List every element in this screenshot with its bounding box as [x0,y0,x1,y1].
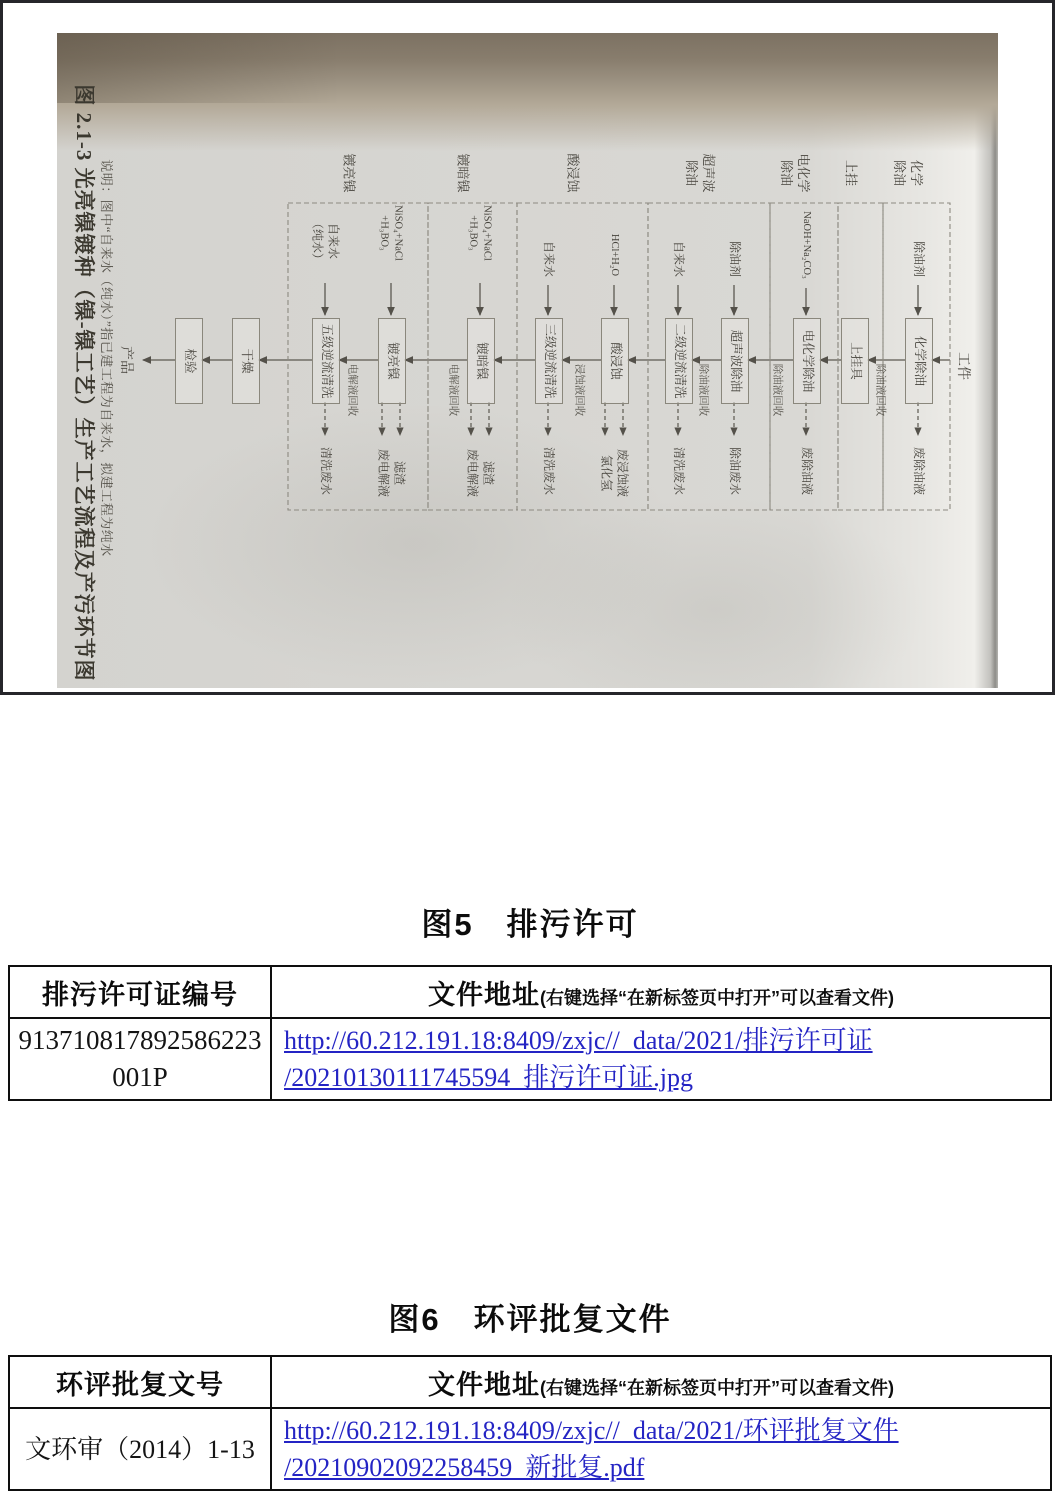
flow-input: 自来水 [541,240,556,278]
eia-doc-no-header: 环评批复文号 [9,1356,271,1408]
flow-output: 废除油液 [799,446,814,496]
permit-no-cell: 913710817892586223 001P [9,1018,271,1100]
group-label: 化学 除油 [892,159,924,187]
eia-approval-table [8,1355,1052,1491]
flow-output: 滤渣 废电解液 [466,448,496,498]
group-label: 上挂 [843,159,859,187]
figure6-heading: 图6 环评批复文件 [388,1302,672,1337]
flow-output: 除油废水 [727,446,742,496]
flow-box-rinse2: 二级逆流清洗 [665,318,693,404]
flow-box-acid-pickle: 酸浸蚀 [601,318,629,404]
flow-input: HCl+H₂O [608,233,620,277]
recycle-label: 电解液回收 [346,363,358,417]
group-label: 电化学 除油 [779,153,811,193]
flow-input: NiSO₄+NaCl +H₃BO₃ [468,205,493,261]
flow-output: 清洗废水 [671,446,686,496]
flow-input: NiSO₄+NaCl +H₃BO₃ [379,205,404,261]
flow-output: 清洗废水 [318,446,333,496]
recycle-label: 浸蚀液回收 [573,363,585,417]
flow-input: 自来水 （纯水） [311,216,341,266]
recycle-label: 除油液回收 [697,363,709,417]
flow-input: 自来水 [671,240,686,278]
recycle-label: 电解液回收 [447,363,459,417]
flow-end-label: 产品 [117,346,133,374]
flow-input: NaOH+Na₂CO₃ [800,211,812,279]
recycle-label: 除油液回收 [771,363,783,417]
permit-file-link[interactable]: http://60.212.191.18:8409/zxjc//_data/2021/排污许可证 /20210130111745594_排污许可证.jpg [284,1026,873,1092]
figure5-heading: 图5 排污许可 [421,907,639,942]
flow-box-dull-nickel: 镀暗镍 [467,318,495,404]
file-address-header: 文件地址(右键选择“在新标签页中打开”可以查看文件) [271,966,1051,1018]
permit-file-cell [271,1018,1051,1100]
figure-caption: 图 2.1-3 光亮镍镀种（镍-镍工艺）生产工艺流程及产污环节图 [72,84,97,682]
flow-input: 除油剂 [727,240,742,278]
flow-input: 除油剂 [911,240,926,278]
process-flow-photo [57,33,998,688]
permit-no-header: 排污许可证编号 [9,966,271,1018]
recycle-label: 除油液回收 [874,363,886,417]
group-label: 镀亮镍 [341,153,357,193]
flow-box-inspect: 检验 [175,318,203,404]
flow-box-electrochem: 电化学除油 [793,318,821,404]
flow-box-racking: 上挂具 [841,318,869,404]
flow-box-dry: 干燥 [232,318,260,404]
flow-box-ultrasonic: 超声波除油 [721,318,749,404]
group-label: 酸浸蚀 [565,153,581,193]
flow-output: 滤渣 废电解液 [377,448,407,498]
permit-table [8,965,1052,1101]
flow-output: 清洗废水 [541,446,556,496]
flow-box-rinse5: 五级逆流清洗 [312,318,340,404]
eia-doc-no-cell: 文环审（2014）1-13 [9,1408,271,1490]
group-label: 超声波 除油 [684,153,716,193]
flow-box-chem-degrease: 化学除油 [905,318,933,404]
flow-box-rinse3: 三级逆流清洗 [535,318,563,404]
flow-start-label: 工件 [954,352,970,380]
eia-file-link[interactable]: http://60.212.191.18:8409/zxjc//_data/2021/环评批复文件 /20210902092258459_新批复.pdf [284,1416,899,1482]
group-label: 镀暗镍 [455,153,471,193]
flow-output: 废除油液 [911,446,926,496]
figure-photo-frame [0,0,1055,695]
file-address-header: 文件地址(右键选择“在新标签页中打开”可以查看文件) [271,1356,1051,1408]
eia-file-cell [271,1408,1051,1490]
flow-box-bright-nickel: 镀亮镍 [378,318,406,404]
figure-note: 说明：图中“自来水（纯水）”指已建工程为自来水，拟建工程为纯水 [99,159,115,557]
flow-output: 废浸蚀液 氯化氢 [600,448,630,498]
